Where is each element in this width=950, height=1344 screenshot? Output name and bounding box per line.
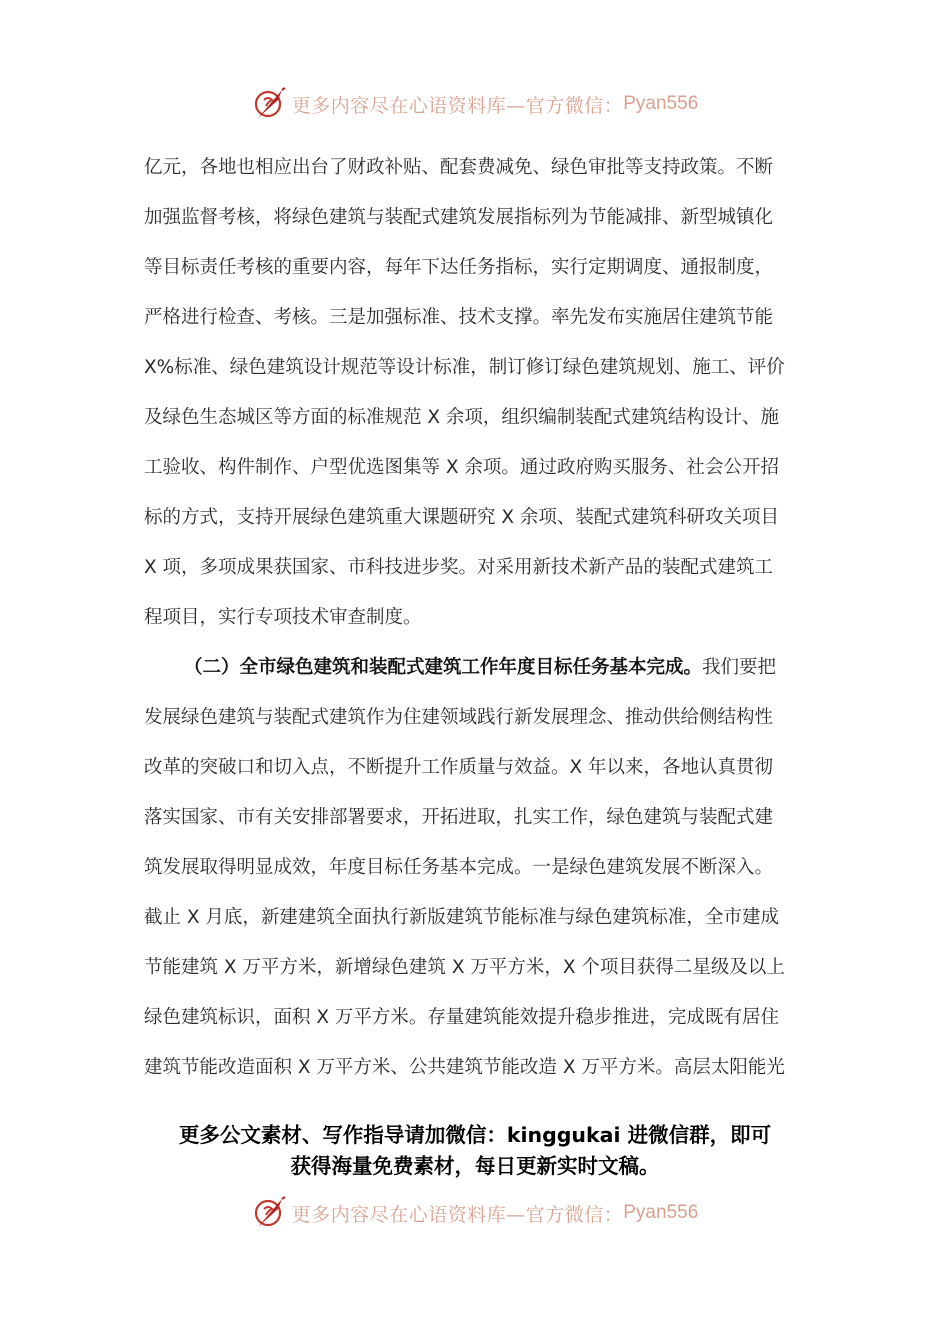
header-banner (0, 84, 950, 124)
text-line: 标的方式，支持开展绿色建筑重大课题研究 X 余项、装配式建筑科研攻关项目 (144, 507, 779, 528)
promo-line-1: 更多公文素材、写作指导请加微信：kinggukai 进微信群，即可 (178, 1123, 772, 1147)
text-line: 改革的突破口和切入点，不断提升工作质量与效益。X 年以来，各地认真贯彻 (144, 757, 774, 778)
header-banner-wechat: Pyan556 (623, 93, 699, 114)
text-line: 亿元，各地也相应出台了财政补贴、配套费减免、绿色审批等支持政策。不断 (144, 157, 774, 178)
text-line: 发展绿色建筑与装配式建筑作为住建领域践行新发展理念、推动供给侧结构性 (144, 707, 774, 728)
document-body (144, 146, 806, 1096)
footer-banner-wechat: Pyan556 (623, 1202, 699, 1223)
promo-notice (0, 1120, 950, 1182)
section-heading-line (144, 646, 806, 696)
quill-logo-icon (252, 86, 288, 122)
text-line: 加强监督考核，将绿色建筑与装配式建筑发展指标列为节能减排、新型城镇化 (144, 207, 774, 228)
text-line: 建筑节能改造面积 X 万平方米、公共建筑节能改造 X 万平方米。高层太阳能光 (144, 1057, 785, 1078)
paragraph-1 (144, 146, 806, 646)
text-line: 等目标责任考核的重要内容，每年下达任务指标，实行定期调度、通报制度， (144, 257, 774, 278)
paragraph-2 (144, 646, 806, 1096)
text-line: 程项目，实行专项技术审查制度。 (144, 607, 422, 628)
text-line: 工验收、构件制作、户型优选图集等 X 余项。通过政府购买服务、社会公开招 (144, 457, 779, 478)
quill-logo-icon (252, 1195, 288, 1231)
text-line: 截止 X 月底，新建建筑全面执行新版建筑节能标准与绿色建筑标准，全市建成 (144, 907, 779, 928)
footer-banner (0, 1193, 950, 1233)
text-line: 落实国家、市有关安排部署要求，开拓进取，扎实工作，绿色建筑与装配式建 (144, 807, 774, 828)
section-heading: （二）全市绿色建筑和装配式建筑工作年度目标任务基本完成。 (184, 657, 703, 678)
text-line: X 项，多项成果获国家、市科技进步奖。对采用新技术新产品的装配式建筑工 (144, 557, 774, 578)
header-banner-text: 更多内容尽在心语资料库—官方微信： (291, 94, 624, 117)
text-line: 筑发展取得明显成效，年度目标任务基本完成。一是绿色建筑发展不断深入。 (144, 857, 774, 878)
text-line: 及绿色生态城区等方面的标准规范 X 余项，组织编制装配式建筑结构设计、施 (144, 407, 779, 428)
text-line: X%标准、绿色建筑设计规范等设计标准，制订修订绿色建筑规划、施工、评价 (144, 357, 785, 378)
text-line: 严格进行检查、考核。三是加强标准、技术支撑。率先发布实施居住建筑节能 (144, 307, 774, 328)
footer-banner-text: 更多内容尽在心语资料库—官方微信： (291, 1203, 624, 1226)
promo-line-2: 获得海量免费素材，每日更新实时文稿。 (290, 1154, 660, 1178)
section-heading-tail: 我们要把 (702, 657, 777, 678)
text-line: 绿色建筑标识，面积 X 万平方米。存量建筑能效提升稳步推进，完成既有居住 (144, 1007, 779, 1028)
text-line: 节能建筑 X 万平方米，新增绿色建筑 X 万平方米，X 个项目获得二星级及以上 (144, 957, 785, 978)
